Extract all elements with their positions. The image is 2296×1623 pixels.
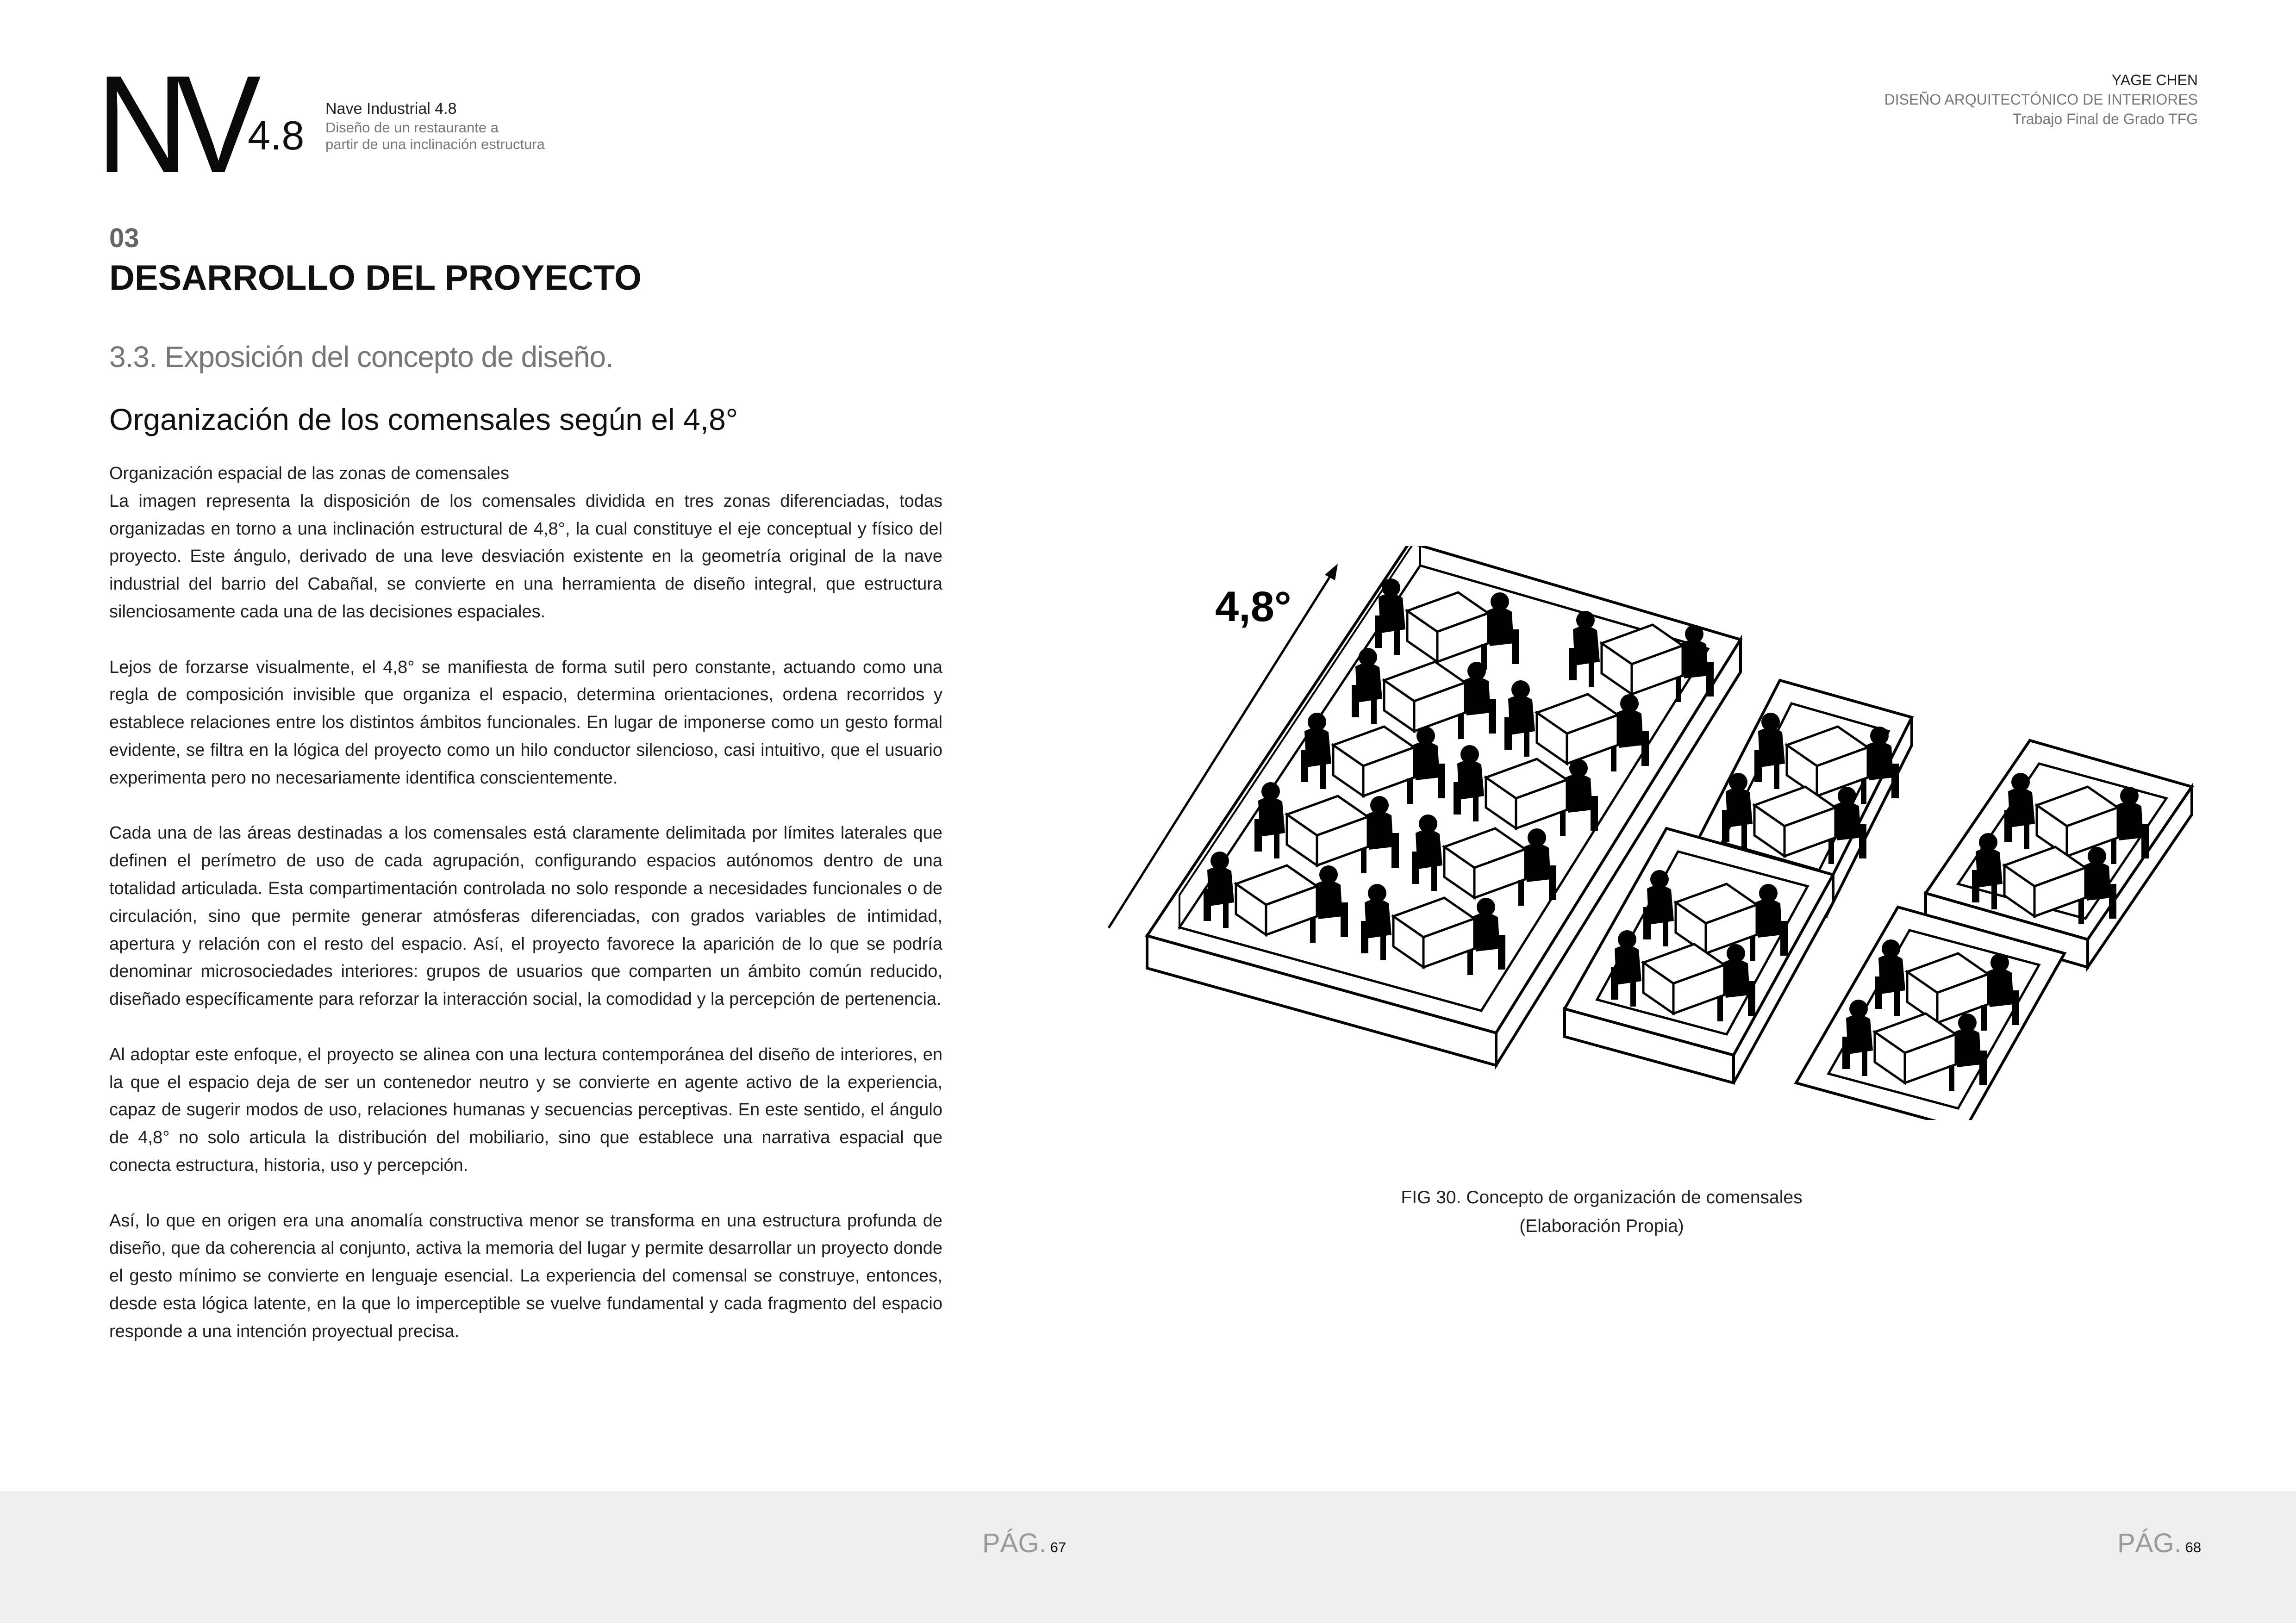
project-title: Nave Industrial 4.8: [325, 100, 457, 118]
author-block: [1884, 70, 2198, 129]
logo-number: 4.8: [248, 112, 305, 158]
page-number: 68: [2185, 1539, 2202, 1555]
logo-mark: NV: [96, 46, 249, 202]
body-paragraph: Cada una de las áreas destinadas a los comensales está claramente delimitada por límites laterales que definen el perímetro de uso de cada agrupación, configurando espacios autónomos dentro de una totalidad articulada. Esta compartimentación controlada no solo responde a necesidades funcionales o de circulación, sino que permite generar atmósferas diferenciadas, con grados variables de intimidad, apertura y relación con el resto del espacio. Así, el proyecto favorece la aparición de lo que se podría denominar microsociedades interiores: grupos de usuarios que comparten un ámbito común reducido, diseñado específicamente para reforzar la interacción social, la comodidad y la percepción de pertenencia.: [109, 823, 942, 1009]
body-paragraph: Así, lo que en origen era una anomalía constructiva menor se transforma en una estructura profunda de diseño, que da coherencia al conjunto, activa la memoria del lugar y permite desarrollar un proyecto donde el gesto mínimo se convierte en lenguaje esencial. La experiencia del comensal se construye, entonces, desde esta lógica latente, en la que lo imperceptible se vuelve fundamental y cada fragmento del espacio responde a una intención proyectual precisa.: [109, 1211, 942, 1341]
diners-organization-figure: [1097, 546, 2208, 1120]
caption-line: FIG 30. Concepto de organización de comensales: [1401, 1188, 1803, 1207]
footer-bar: [0, 1491, 2296, 1623]
caption-line: (Elaboración Propia): [1519, 1216, 1684, 1236]
body-paragraph: La imagen representa la disposición de los comensales dividida en tres zonas diferenciadas, todas organizadas en torno a una inclinación estructural de 4,8°, la cual constituye el eje conceptual y físico del proyecto. Este ángulo, derivado de una leve desviación existente en la geometría original de la nave industrial del barrio del Cabañal, se convierte en una herramienta de diseño integral, que estructura silenciosamente cada una de las decisiones espaciales.: [109, 491, 942, 622]
project-subtitle-line: Diseño de un restaurante a: [325, 119, 499, 136]
project-subtitle-line: partir de una inclinación estructura: [325, 136, 545, 152]
section-number: 03: [109, 223, 139, 253]
body-paragraph: Al adoptar este enfoque, el proyecto se alinea con una lectura contemporánea del diseño de interiores, en la que el espacio deja de ser un contenedor neutro y se convierte en agente activo de la experiencia, capaz de sugerir modos de uso, relaciones humanas y secuencias perceptivas. En este sentido, el ángulo de 4,8° no solo articula la distribución del mobiliario, sino que establece una narrativa espacial que conecta estructura, historia, uso y percepción.: [109, 1045, 942, 1175]
author-work: Trabajo Final de Grado TFG: [2012, 111, 2198, 127]
section-title: DESARROLLO DEL PROYECTO: [109, 258, 642, 298]
section-subtitle: 3.3. Exposición del concepto de diseño.: [109, 340, 613, 373]
body-text: [109, 460, 942, 1373]
figure-caption: [1157, 1183, 2046, 1241]
page-label: PÁG.: [2117, 1528, 2182, 1558]
page-number-right: [2117, 1527, 2201, 1564]
page-number: 67: [1050, 1539, 1067, 1555]
section-heading: Organización de los comensales según el 4,8°: [109, 402, 738, 436]
project-subtitle: [325, 119, 603, 153]
body-paragraph: Lejos de forzarse visualmente, el 4,8° se manifiesta de forma sutil pero constante, actuando como una regla de composición invisible que organiza el espacio, determina orientaciones, ordena recorridos y establece relaciones entre los distintos ámbitos funcionales. En lugar de imponerse como un gesto formal evidente, se filtra en la lógica del proyecto como un hilo conductor silencioso, casi intuitivo, que el usuario experimenta pero no necesariamente identifica conscientemente.: [109, 657, 942, 788]
angle-label: 4,8°: [1215, 583, 1292, 630]
body-lead: Organización espacial de las zonas de comensales: [109, 464, 509, 483]
author-program: DISEÑO ARQUITECTÓNICO DE INTERIORES: [1884, 91, 2198, 108]
page-number-left: [982, 1527, 1066, 1564]
author-name: YAGE CHEN: [2111, 72, 2198, 88]
page-label: PÁG.: [982, 1528, 1047, 1558]
